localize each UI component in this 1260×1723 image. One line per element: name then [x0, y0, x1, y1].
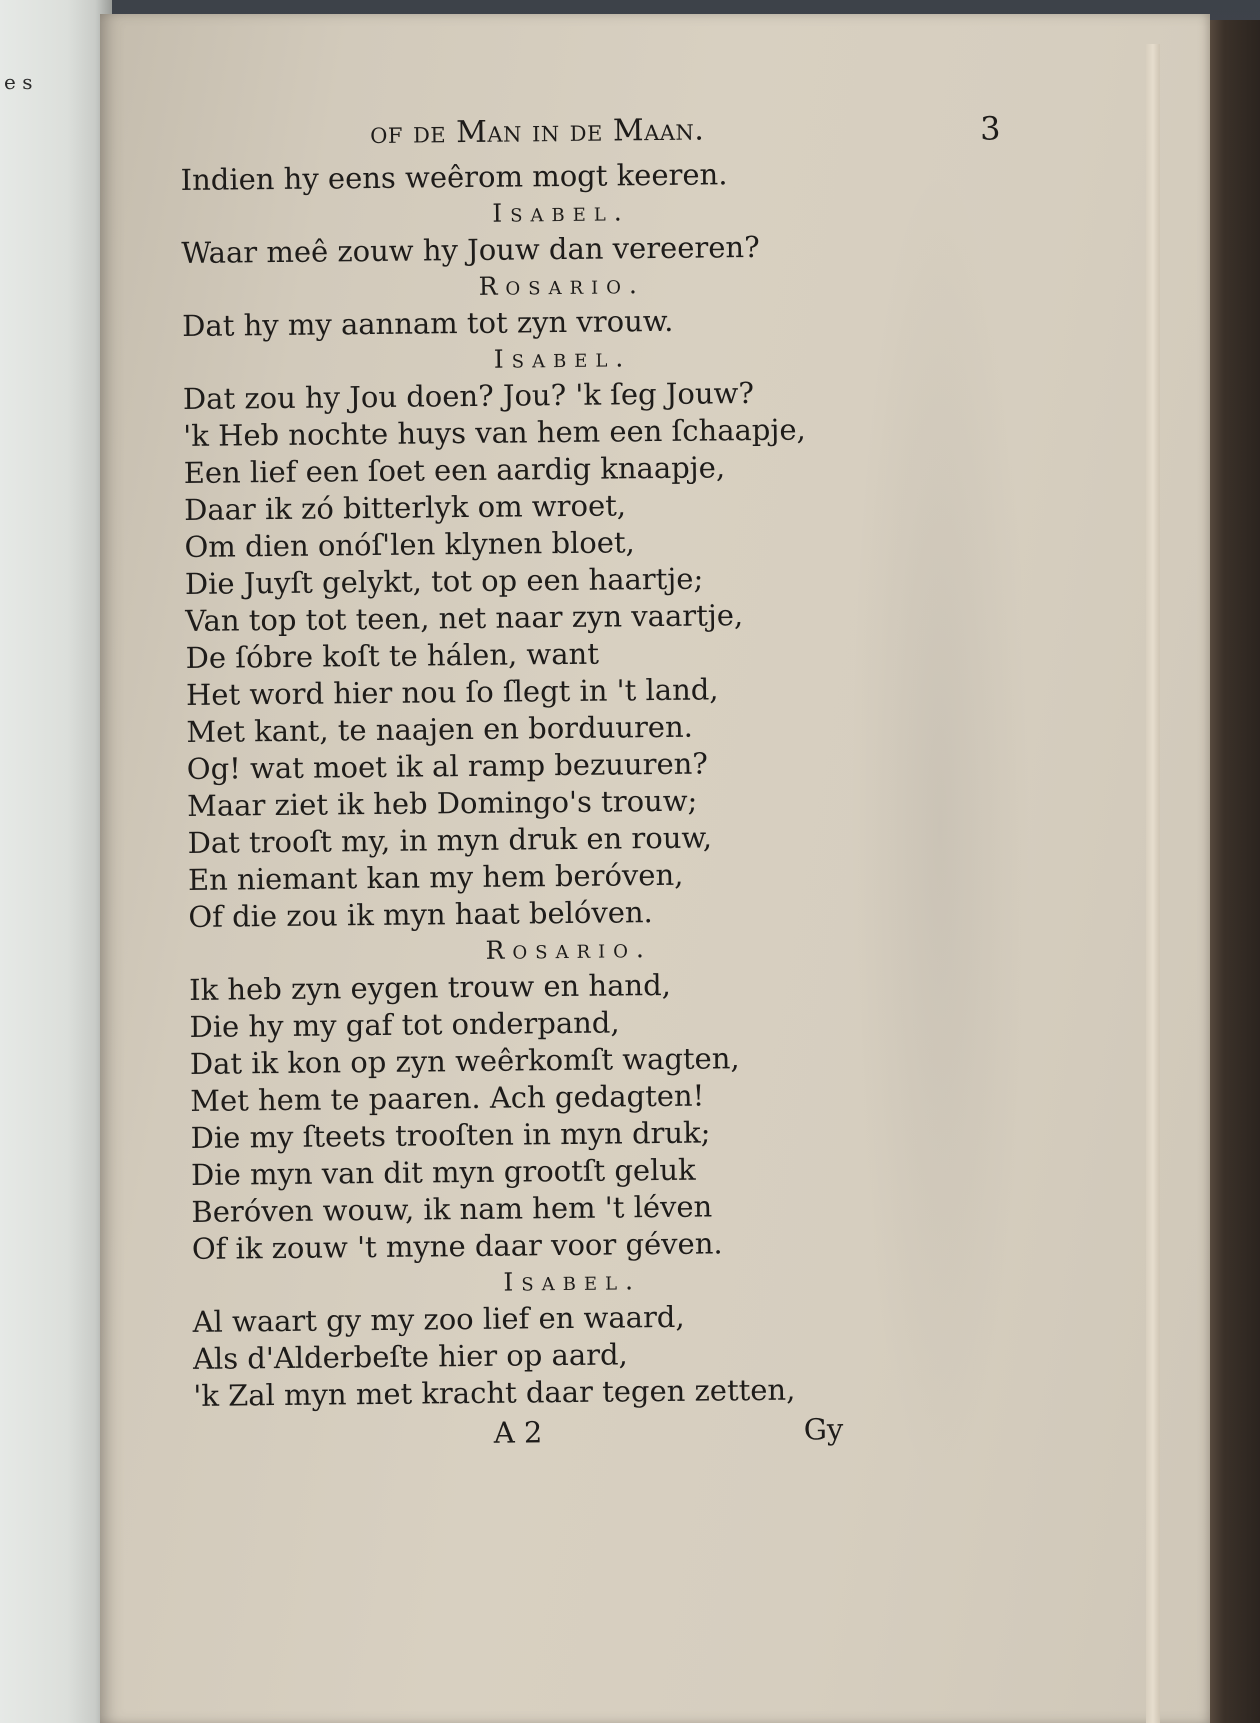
catchword: Gy	[803, 1412, 844, 1447]
verse-line: Die my ſteets trooſten in myn druk;	[190, 1115, 711, 1155]
verse-line: Ik heb zyn eygen trouw en hand,	[188, 967, 672, 1007]
verse-line: 'k Heb nochte huys van hem een ſchaapje,	[183, 412, 806, 453]
speaker-name: Rosario.	[485, 934, 653, 965]
verse-line: Die hy my gaf tot onderpand,	[189, 1005, 620, 1044]
facing-page-edge-mark: e s	[4, 70, 33, 94]
verse-line: Of ik zouw 't myne daar voor géven.	[191, 1226, 723, 1266]
verse-line: Og! wat moet ik al ramp bezuuren?	[186, 746, 709, 786]
speaker-name: Rosario.	[478, 270, 646, 301]
verse-line: Of die zou ik myn haat belóven.	[188, 895, 653, 934]
speaker-name: Isabel.	[493, 343, 632, 374]
page-footer	[194, 1411, 954, 1463]
speaker-name: Isabel.	[492, 197, 630, 228]
verse-line: Een lief een ſoet een aardig knaapje,	[183, 450, 726, 490]
facing-page-edge	[0, 0, 112, 1723]
page-header	[180, 109, 1001, 162]
running-title: of de Man in de Maan.	[369, 112, 705, 152]
verse-line: Al waart gy my zoo lief en waard,	[192, 1299, 685, 1339]
verse-line: 'k Zal myn met kracht daar tegen zetten,	[193, 1372, 796, 1413]
verse-line: Met kant, te naajen en borduuren.	[186, 709, 694, 749]
page-number: 3	[979, 109, 1001, 148]
verse-line: Dat hy my aannam tot zyn vrouw.	[182, 303, 674, 343]
verse-line: De ſóbre koſt te hálen, want	[185, 636, 600, 675]
verse-line: Beróven wouw, ik nam hem 't léven	[191, 1189, 713, 1229]
verse-line: Van top tot teen, net naar zyn vaartje,	[185, 598, 744, 638]
verse-line: Die myn van dit myn grootſt geluk	[190, 1152, 696, 1192]
verse-line: Dat ik kon op zyn weêrkomſt wagten,	[189, 1041, 740, 1081]
verse-line: Die Juyſt gelykt, tot op een haartje;	[184, 561, 704, 601]
speaker-name: Isabel.	[503, 1266, 642, 1297]
book-page	[100, 14, 1210, 1723]
verse-lines	[180, 154, 953, 1415]
verse-line: Waar meê zouw hy Jouw dan vereeren?	[181, 229, 760, 270]
verse-line: Als d'Alderbeſte hier op aard,	[192, 1337, 628, 1376]
verse-line: Maar ziet ik heb Domingo's trouw;	[187, 783, 698, 823]
signature-mark: A 2	[493, 1415, 543, 1450]
verse-line: Indien hy eens weêrom mogt keeren.	[180, 157, 728, 197]
verse-line: Het word hier nou ſo ſlegt in 't land,	[185, 672, 719, 712]
verse-line: Met hem te paaren. Ach gedagten!	[190, 1078, 705, 1118]
verse-line: Dat trooſt my, in myn druk en rouw,	[187, 820, 713, 860]
verse-line: En niemant kan my hem beróven,	[187, 857, 684, 897]
verse-line: Om dien onóſ'len klynen bloet,	[184, 525, 635, 564]
verse-line: Daar ik zó bitterlyk om wroet,	[183, 488, 627, 527]
page-text-block	[180, 109, 1001, 1463]
verse-line: Dat zou hy Jou doen? Jou? 'k ſeg Jouw?	[182, 376, 755, 416]
page-edge	[1146, 44, 1160, 1723]
